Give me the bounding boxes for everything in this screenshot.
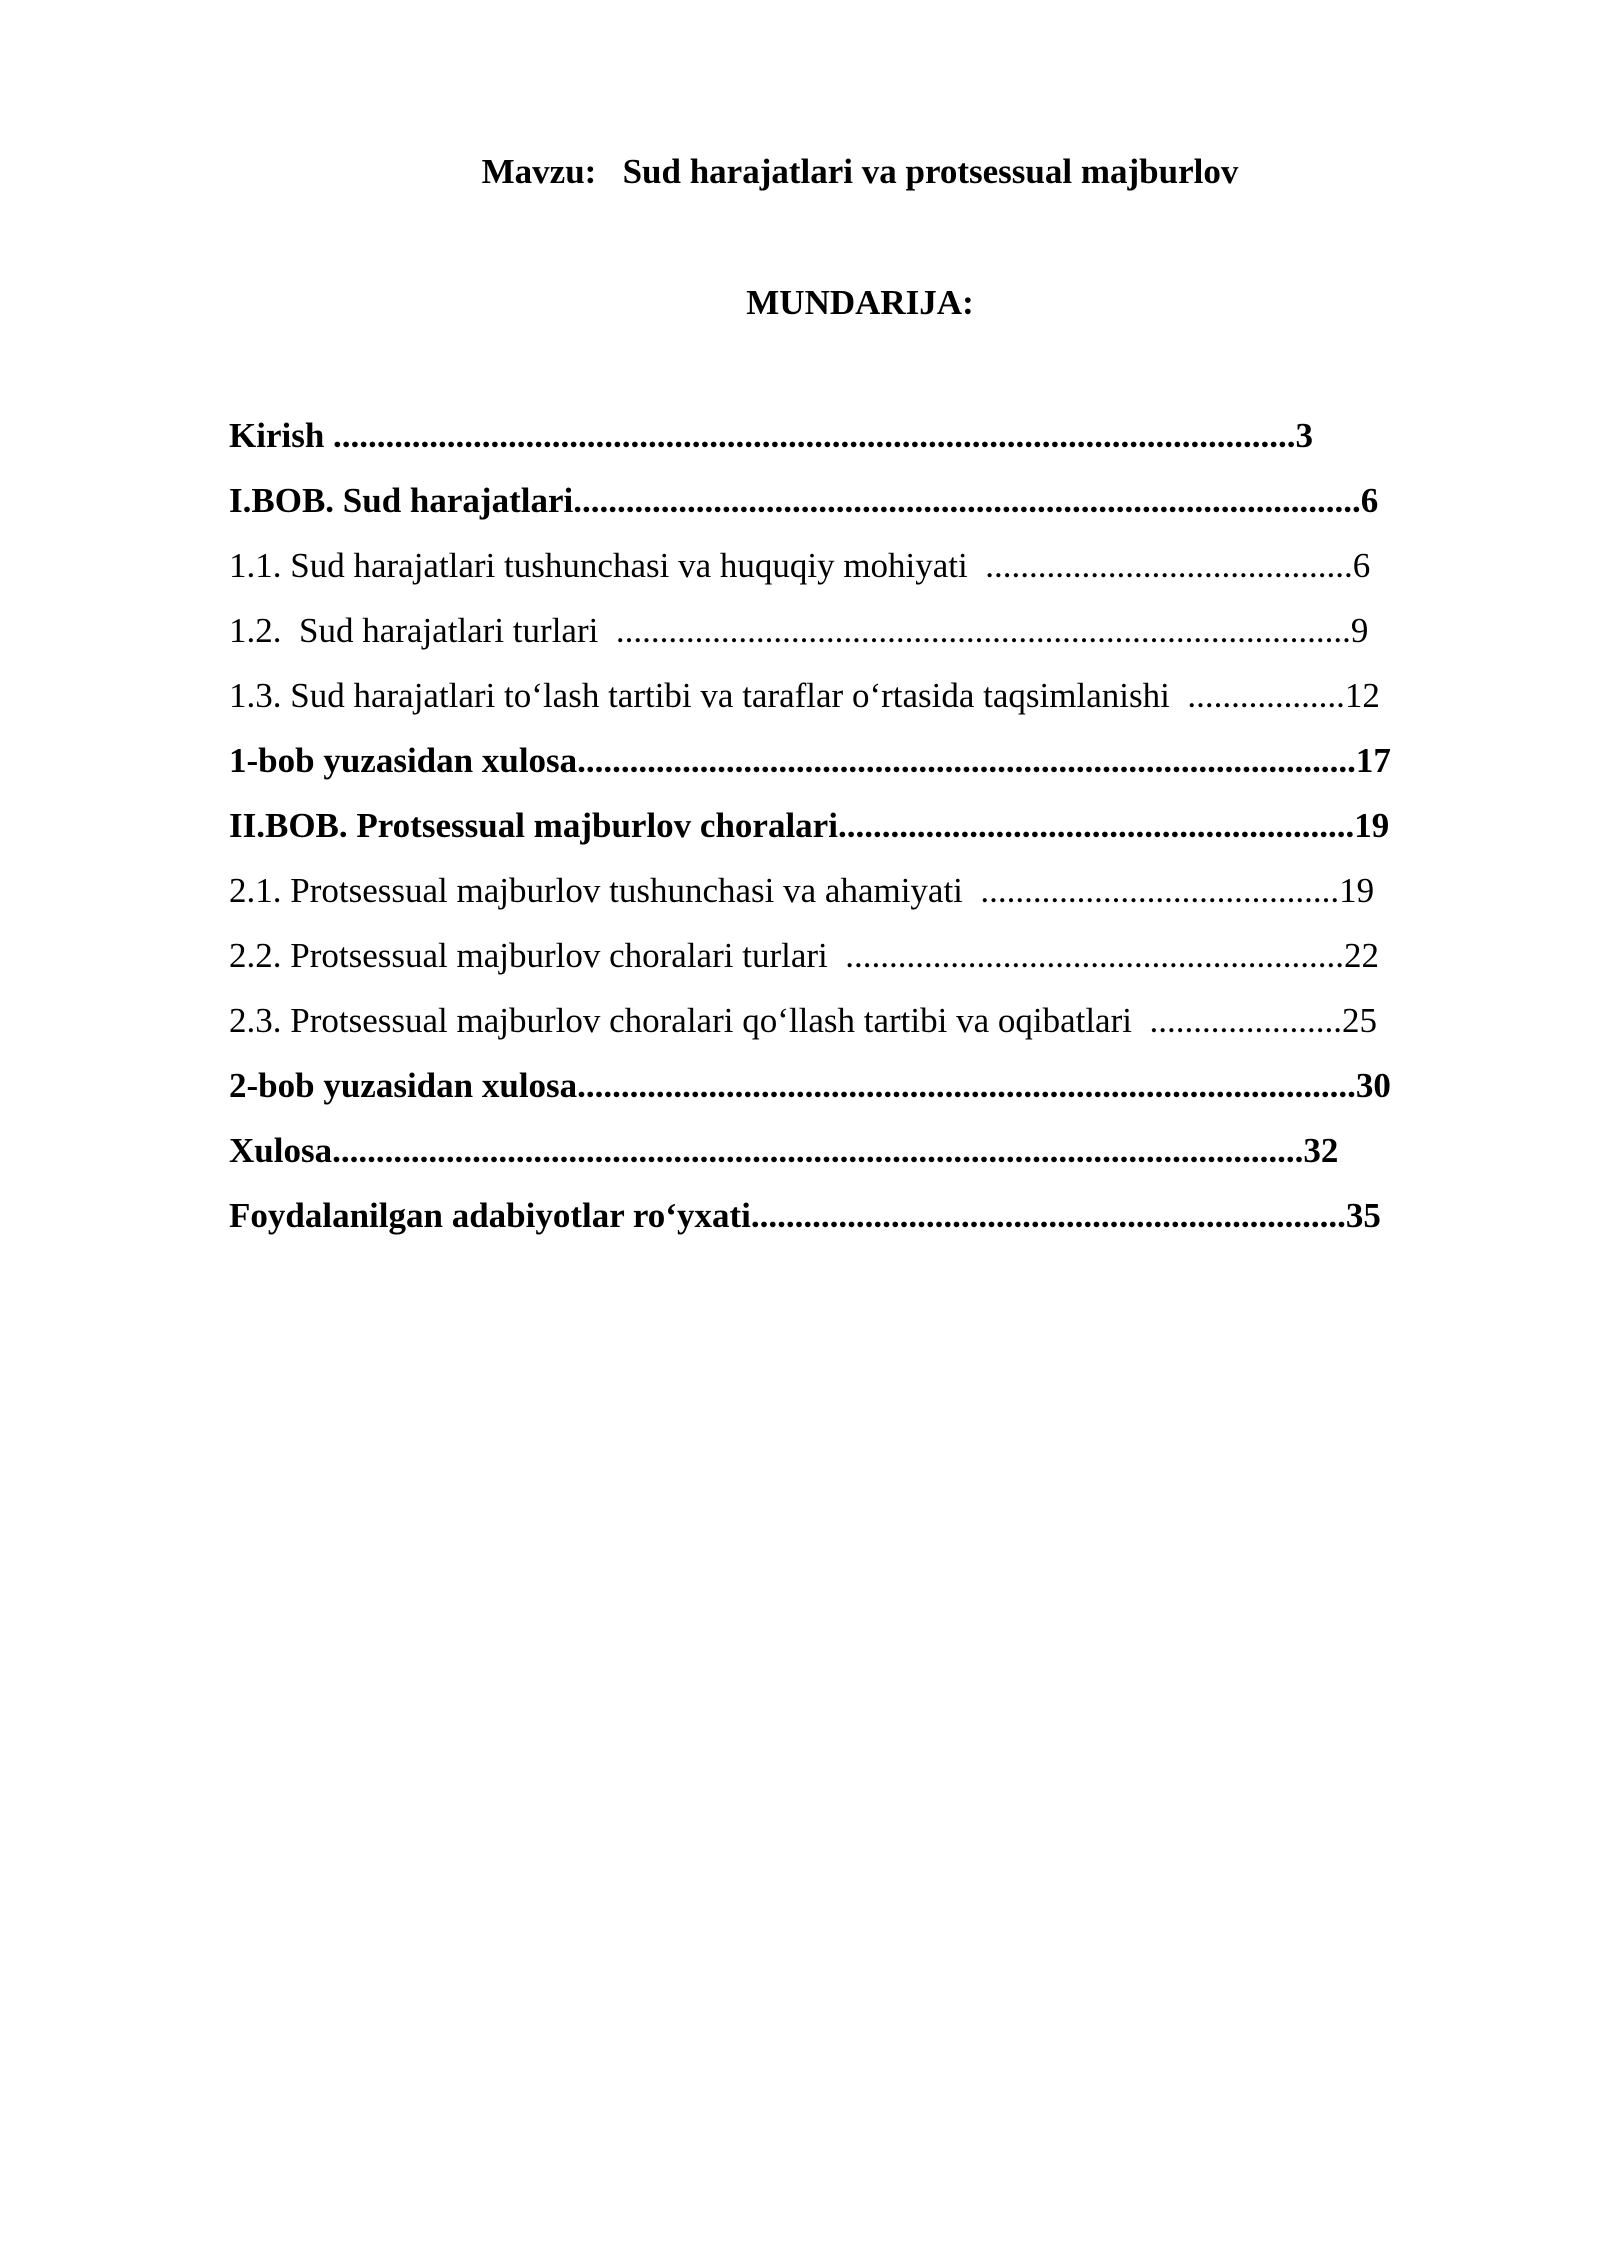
document-topic: Mavzu: Sud harajatlari va protsessual majburlov [481, 152, 1239, 191]
toc-entry-section-1-2: 1.2. Sud harajatlari turlari ....................................................................................9 [229, 611, 1369, 650]
table-of-contents [229, 410, 1477, 1255]
toc-entry-chapter-1: I.BOB. Sud harajatlari..........................................................................................6 [229, 481, 1379, 520]
toc-entry-chapter-1-conclusion: 1-bob yuzasidan xulosa.........................................................................................17 [229, 741, 1391, 780]
toc-entry-chapter-2-conclusion: 2-bob yuzasidan xulosa.........................................................................................30 [229, 1066, 1391, 1105]
toc-heading: MUNDARIJA: [746, 283, 974, 322]
toc-entry-section-2-2: 2.2. Protsessual majburlov choralari turlari .........................................................22 [229, 936, 1379, 975]
toc-entry-chapter-2: II.BOB. Protsessual majburlov choralari...........................................................19 [229, 806, 1390, 845]
toc-entry-bibliography: Foydalanilgan adabiyotlar ro‘yxati....................................................................35 [229, 1196, 1381, 1235]
toc-entry-section-2-3: 2.3. Protsessual majburlov choralari qo‘llash tartibi va oqibatlari ......................25 [229, 1001, 1377, 1040]
toc-entry-conclusion: Xulosa...............................................................................................................32 [229, 1131, 1339, 1170]
toc-entry-section-1-1: 1.1. Sud harajatlari tushunchasi va huquqiy mohiyati ..........................................6 [229, 546, 1371, 585]
toc-entry-intro: Kirish ..............................................................................................................3 [229, 416, 1314, 455]
toc-entry-section-1-3: 1.3. Sud harajatlari to‘lash tartibi va taraflar o‘rtasida taqsimlanishi ..................12 [229, 676, 1380, 715]
toc-entry-section-2-1: 2.1. Protsessual majburlov tushunchasi va ahamiyati .........................................19 [229, 871, 1375, 910]
